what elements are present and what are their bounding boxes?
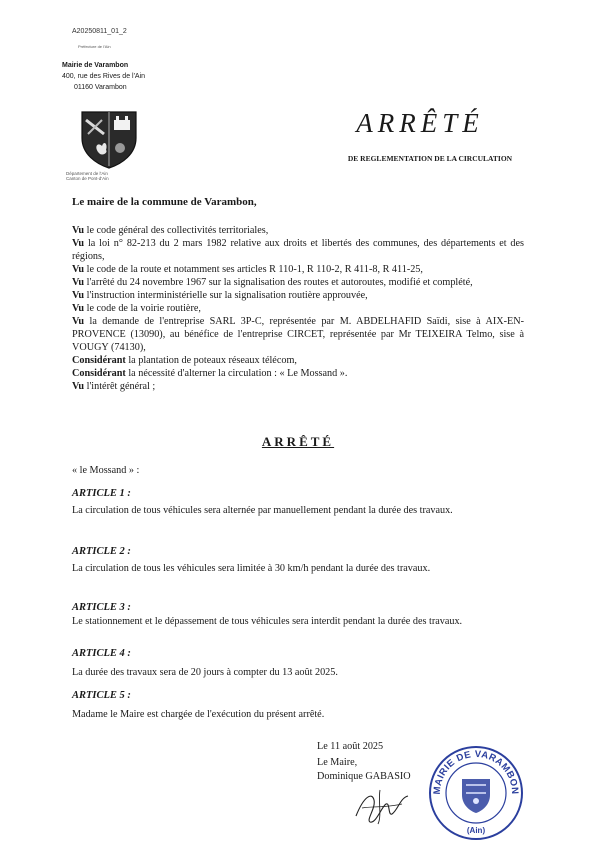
article-1-heading: ARTICLE 1 : xyxy=(72,488,131,499)
document-title: ARRÊTÉ xyxy=(356,108,484,138)
municipal-crest-icon xyxy=(78,108,140,175)
consideration-item: Vu la loi n° 82-213 du 2 mars 1982 relative aux droits et libertés des communes, des départements et des régions, xyxy=(72,238,524,262)
signature-role: Le Maire, xyxy=(317,757,358,768)
handwritten-signature-icon xyxy=(352,786,412,831)
article-5-heading: ARTICLE 5 : xyxy=(72,690,131,701)
article-2-heading: ARTICLE 2 : xyxy=(72,546,131,557)
signature-name: Dominique GABASIO xyxy=(317,771,411,782)
crest-caption-line-1: Département de l'Ain xyxy=(66,171,108,176)
consideration-item: Vu la demande de l'entreprise SARL 3P-C, représentée par M. ABDELHAFID Saïdi, sise à AIX-EN-PROVENCE (13090), au bénéfice de l'entreprise CIRCET, représentée par Mr TEIXEIRA Telmo, sise à VOUGY (74130), xyxy=(72,316,524,353)
article-5-text: Madame le Maire est chargée de l'exécution du présent arrêté. xyxy=(72,709,325,720)
header-small-note: Préfecture de l'Ain xyxy=(78,44,111,49)
article-3-heading: ARTICLE 3 : xyxy=(72,602,131,613)
address-line-1: 400, rue des Rives de l'Ain xyxy=(62,73,146,80)
article-2-text: La circulation de tous les véhicules sera limitée à 30 km/h pendant la durée des travaux. xyxy=(72,563,431,574)
article-1-text: La circulation de tous véhicules sera alternée par manuellement pendant la durée des travaux. xyxy=(72,505,453,516)
signature-date: Le 11 août 2025 xyxy=(317,741,384,752)
consideration-item: Vu l'instruction interministérielle sur la signalisation routière approuvée, xyxy=(72,290,368,301)
consideration-item: Vu l'intérêt général ; xyxy=(72,381,156,392)
article-3-text: Le stationnement et le dépassement de tous véhicules sera interdit pendant la durée des travaux. xyxy=(72,616,463,627)
mayor-line: Le maire de la commune de Varambon, xyxy=(72,196,257,208)
consideration-item: Vu le code de la voirie routière, xyxy=(72,303,201,314)
address-line-2: 01160 Varambon xyxy=(74,84,127,91)
article-4-heading: ARTICLE 4 : xyxy=(72,648,131,659)
crest-caption xyxy=(66,171,109,181)
official-stamp xyxy=(428,745,524,846)
crest-caption-line-2: Canton de Pont-d'Ain xyxy=(66,176,109,181)
location-line: « le Mossand » : xyxy=(72,465,140,476)
document-reference: A20250811_01_2 xyxy=(72,28,127,35)
article-4-text: La durée des travaux sera de 20 jours à compter du 13 août 2025. xyxy=(72,667,338,678)
consideration-item: Vu le code général des collectivités territoriales, xyxy=(72,225,269,236)
consideration-item: Considérant la nécessité d'alterner la circulation : « Le Mossand ». xyxy=(72,368,348,379)
document-subtitle: DE REGLEMENTATION DE LA CIRCULATION xyxy=(347,154,513,163)
stamp-bottom-text: (Ain) xyxy=(466,826,486,835)
considerations-list xyxy=(72,224,524,393)
mairie-name: Mairie de Varambon xyxy=(62,62,129,69)
arrete-heading: ARRÊTÉ xyxy=(261,434,335,449)
consideration-item: Considérant la plantation de poteaux réseaux télécom, xyxy=(72,355,297,366)
stamp-ring-text: MAIRIE DE VARAMBON xyxy=(431,748,521,795)
consideration-item: Vu l'arrêté du 24 novembre 1967 sur la signalisation des routes et autoroutes, modifié et complété, xyxy=(72,277,473,288)
consideration-item: Vu le code de la route et notamment ses articles R 110-1, R 110-2, R 411-8, R 411-25, xyxy=(72,264,423,275)
